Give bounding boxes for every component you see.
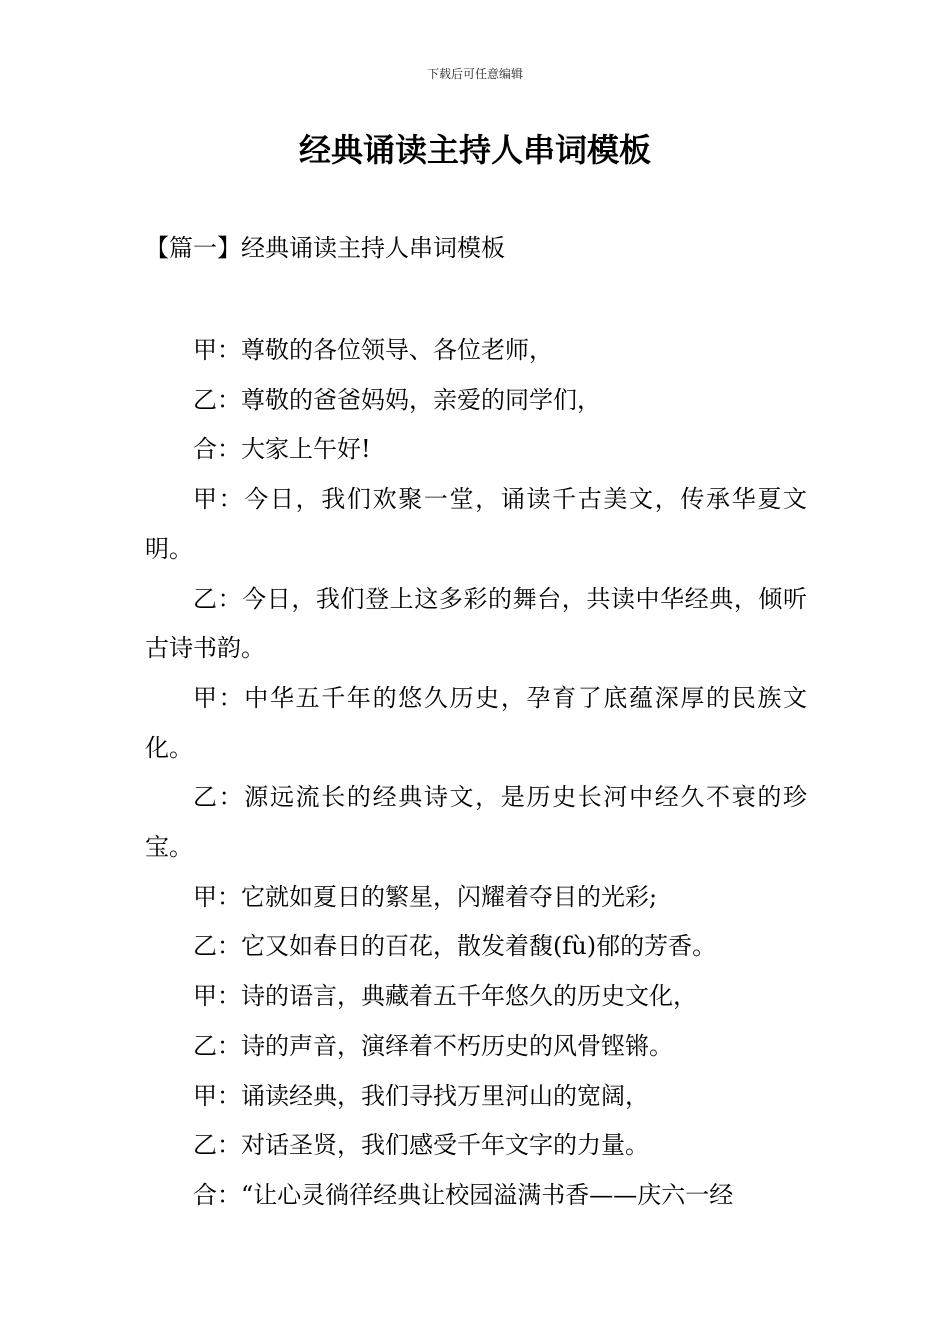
paragraph-7: 乙：源远流长的经典诗文，是历史长河中经久不衰的珍宝。 xyxy=(145,783,807,862)
paragraph-4: 甲：今日，我们欢聚一堂，诵读千古美文，传承华夏文明。 xyxy=(145,485,807,563)
paragraph-13: 乙：对话圣贤，我们感受千年文字的力量。 xyxy=(193,1131,649,1160)
paragraph-9: 乙：它又如春日的百花，散发着馥(fù)郁的芳香。 xyxy=(193,932,717,961)
paragraph-10: 甲：诗的语言，典藏着五千年悠久的历史文化， xyxy=(193,982,697,1011)
document-title: 经典诵读主持人串词模板 xyxy=(298,131,651,169)
paragraph-1: 甲：尊敬的各位领导、各位老师， xyxy=(193,336,553,364)
body-text xyxy=(145,326,807,1221)
paragraph-14: 合：“让心灵徜徉经典让校园溢满书香——庆六一经 xyxy=(193,1180,734,1209)
paragraph-3: 合：大家上午好! xyxy=(193,435,371,464)
paragraph-2: 乙：尊敬的爸爸妈妈，亲爱的同学们， xyxy=(193,385,601,414)
paragraph-11: 乙：诗的声音，演绎着不朽历史的风骨铿锵。 xyxy=(193,1031,673,1060)
section-heading: 【篇一】经典诵读主持人串词模板 xyxy=(145,234,505,262)
paragraph-8: 甲：它就如夏日的繁星，闪耀着夺目的光彩; xyxy=(193,882,658,911)
paragraph-12: 甲：诵读经典，我们寻找万里河山的宽阔， xyxy=(193,1081,649,1110)
paragraph-5: 乙：今日，我们登上这多彩的舞台，共读中华经典，倾听古诗书韵。 xyxy=(145,584,807,663)
paragraph-6: 甲：中华五千年的悠久历史，孕育了底蕴深厚的民族文化。 xyxy=(145,683,807,762)
header-note: 下载后可任意编辑 xyxy=(426,67,523,81)
